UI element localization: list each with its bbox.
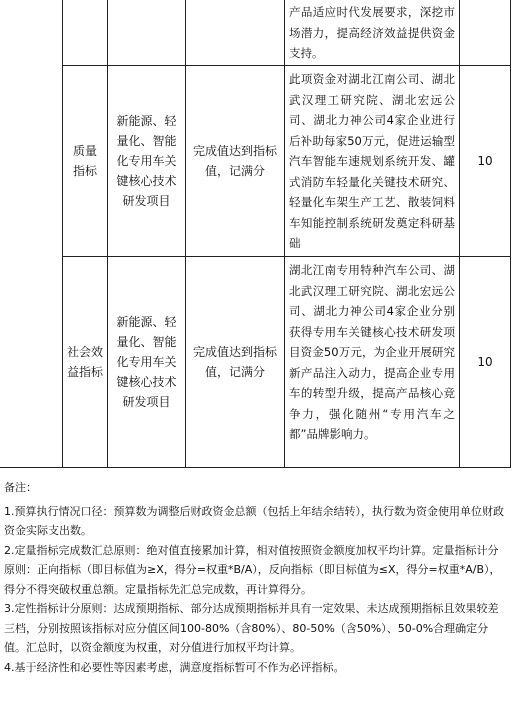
table-cell-target: 完成值达到指标值，记满分 — [192, 345, 277, 379]
table-cell-content: 此项资金对湖北江南公司、湖北武汉理工研究院、湖北宏远公司、湖北力神公司4家企业进行后补助每家50万元，促进运输型汽车智能车速规划系统开发、罐式消防车轻量化关键技术研究、轻量化车架生产工艺、散装饲料车知能控制系统研发奠定科研基础 — [289, 72, 455, 250]
notes-section — [4, 478, 508, 677]
table-cell-target: 完成值达到指标值，记满分 — [192, 144, 277, 178]
note-item: 1.预算执行情况口径：预算数为调整后财政资金总额（包括上年结余结转），执行数为资金使用单位财政资金实际支出数。 — [4, 504, 504, 537]
table-cell-content: 湖北江南专用特种汽车公司、湖北武汉理工研究院、湖北宏远公司、湖北力神公司4家企业分别获得专用车关键核心技术研发项目资金50万元，为企业开展研究新产品注入动力，提高企业专用车的转型升级，提高产品核心竞争力，强化随州“专用汽车之都”品牌影响力。 — [289, 263, 455, 441]
table-col-line — [510, 0, 511, 468]
table-cell-content: 产品适应时代发展要求，深挖市场潜力，提高经济效益提供资金支持。 — [289, 5, 455, 60]
table-cell-indicator: 质量指标 — [72, 144, 97, 178]
note-item: 3.定性指标计分原则：达成预期指标、部分达成预期指标并具有一定效果、未达成预期指标且效果较差三档，分别按照该指标对应分值区间100-80%（含80%）、80-50%（含50%）、50-0%合理确定分值。汇总时，以资金额度为权重，对分值进行加权平均计算。 — [4, 602, 499, 654]
table-cell-project: 新能源、轻量化、智能化专用车关键核心技术研发项目 — [116, 315, 177, 409]
table-cell-indicator: 社会效益指标 — [67, 345, 104, 379]
notes-title: 备注： — [4, 481, 37, 494]
table-cell-score: 10 — [477, 355, 493, 369]
table-cell-score: 10 — [477, 154, 493, 168]
table-cell-project: 新能源、轻量化、智能化专用车关键核心技术研发项目 — [116, 114, 177, 208]
table-row-line — [0, 467, 511, 468]
note-item: 4.基于经济性和必要性等因素考虑，满意度指标暂可不作为必评指标。 — [4, 660, 345, 674]
note-item: 2.定量指标完成数汇总原则：绝对值直接累加计算，相对值按照资金额度加权平均计算。定量指标计分原则：正向指标（即目标值为≥X，得分=权重*B/A），反向指标（即目标值为≤X，得分=权重*A/B），得分不得突破权重总额。定量指标先汇总完成数，再计算得分。 — [4, 543, 501, 596]
